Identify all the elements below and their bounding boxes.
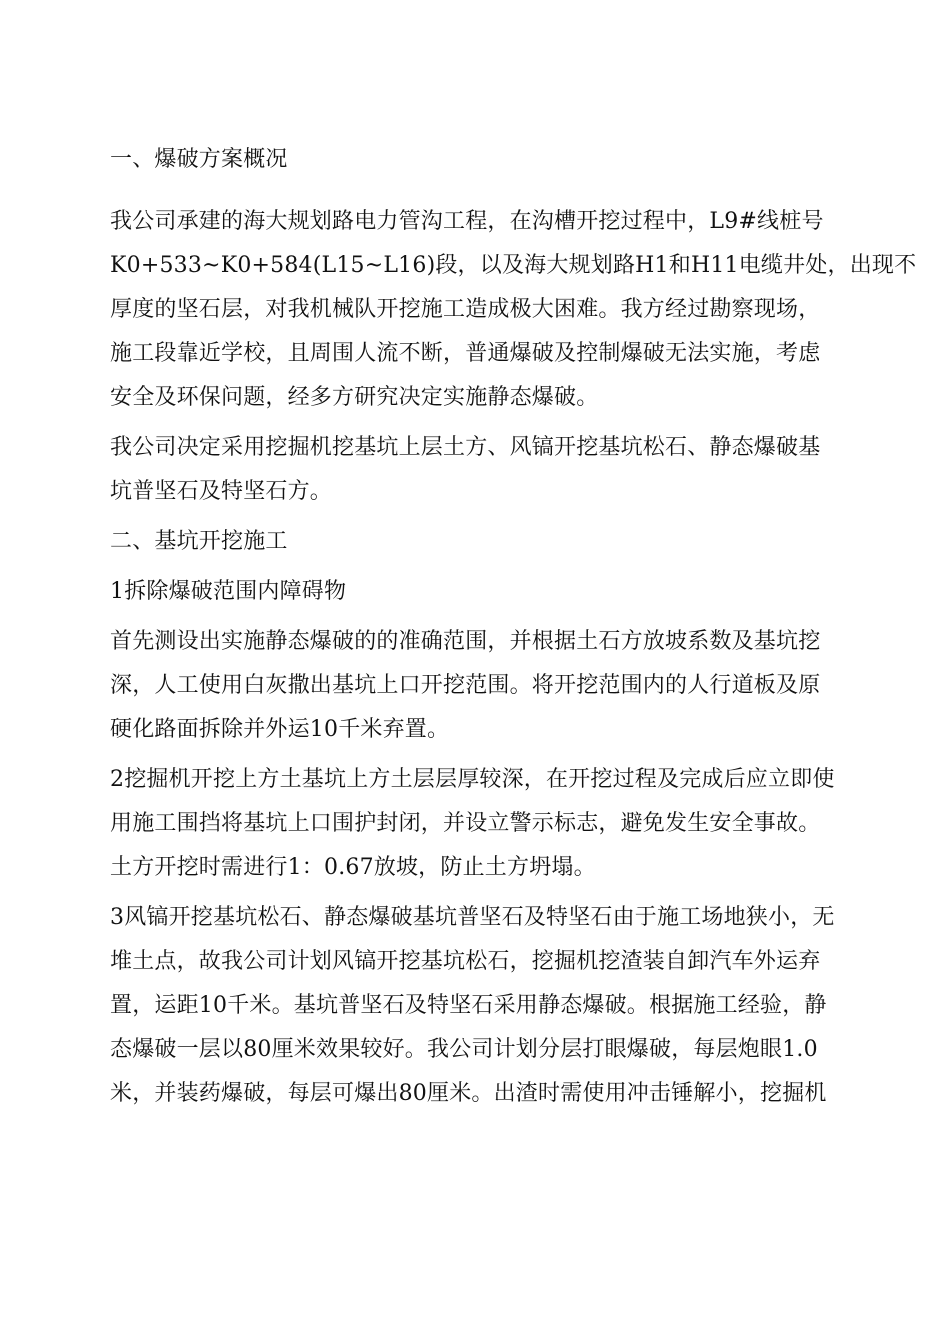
text-line: 我公司承建的海大规划路电力管沟工程，在沟槽开挖过程中，L9#线桩号: [110, 209, 824, 234]
document-page: [110, 138, 917, 1116]
text-line: 土方开挖时需进行1：0.67放坡，防止土方坍塌。: [110, 855, 596, 880]
paragraph: [110, 896, 845, 1116]
section-heading: 一、爆破方案概况: [110, 147, 288, 172]
text-line: 用施工围挡将基坑上口围护封闭，并设立警示标志，避免发生安全事故。: [110, 811, 821, 836]
section-heading: 二、基坑开挖施工: [110, 529, 288, 554]
subheading: 1拆除爆破范围内障碍物: [110, 579, 347, 604]
paragraph: [110, 620, 845, 752]
text-line: 安全及环保问题，经多方研究决定实施静态爆破。: [110, 385, 599, 410]
text-line: 米，并装药爆破，每层可爆出80厘米。出渣时需使用冲击锤解小，挖掘机: [110, 1081, 827, 1106]
paragraph: [110, 426, 845, 514]
text-line: 深，人工使用白灰撒出基坑上口开挖范围。将开挖范围内的人行道板及原: [110, 673, 821, 698]
text-line: 硬化路面拆除并外运10千米弃置。: [110, 717, 450, 742]
text-line: 首先测设出实施静态爆破的的准确范围，并根据土石方放坡系数及基坑挖: [110, 629, 821, 654]
text-line: 坑普坚石及特坚石方。: [110, 479, 333, 504]
text-line: 堆土点，故我公司计划风镐开挖基坑松石，挖掘机挖渣装自卸汽车外运弃: [110, 949, 821, 974]
text-line: 态爆破一层以80厘米效果较好。我公司计划分层打眼爆破，每层炮眼1.0: [110, 1037, 818, 1062]
paragraph: [110, 200, 917, 420]
text-line: 置，运距10千米。基坑普坚石及特坚石采用静态爆破。根据施工经验，静: [110, 993, 827, 1018]
text-line: K0+533~K0+584(L15~L16)段，以及海大规划路H1和H11电缆井处，出现不: [110, 253, 917, 278]
text-line: 3风镐开挖基坑松石、静态爆破基坑普坚石及特坚石由于施工场地狭小，无: [110, 905, 835, 930]
text-line: 施工段靠近学校，且周围人流不断，普通爆破及控制爆破无法实施，考虑: [110, 341, 821, 366]
text-line: 厚度的坚石层，对我机械队开挖施工造成极大困难。我方经过勘察现场，: [110, 297, 821, 322]
paragraph: [110, 758, 845, 890]
text-line: 我公司决定采用挖掘机挖基坑上层土方、风镐开挖基坑松石、静态爆破基: [110, 435, 821, 460]
text-line: 2挖掘机开挖上方土基坑上方土层层厚较深，在开挖过程及完成后应立即使: [110, 767, 835, 792]
